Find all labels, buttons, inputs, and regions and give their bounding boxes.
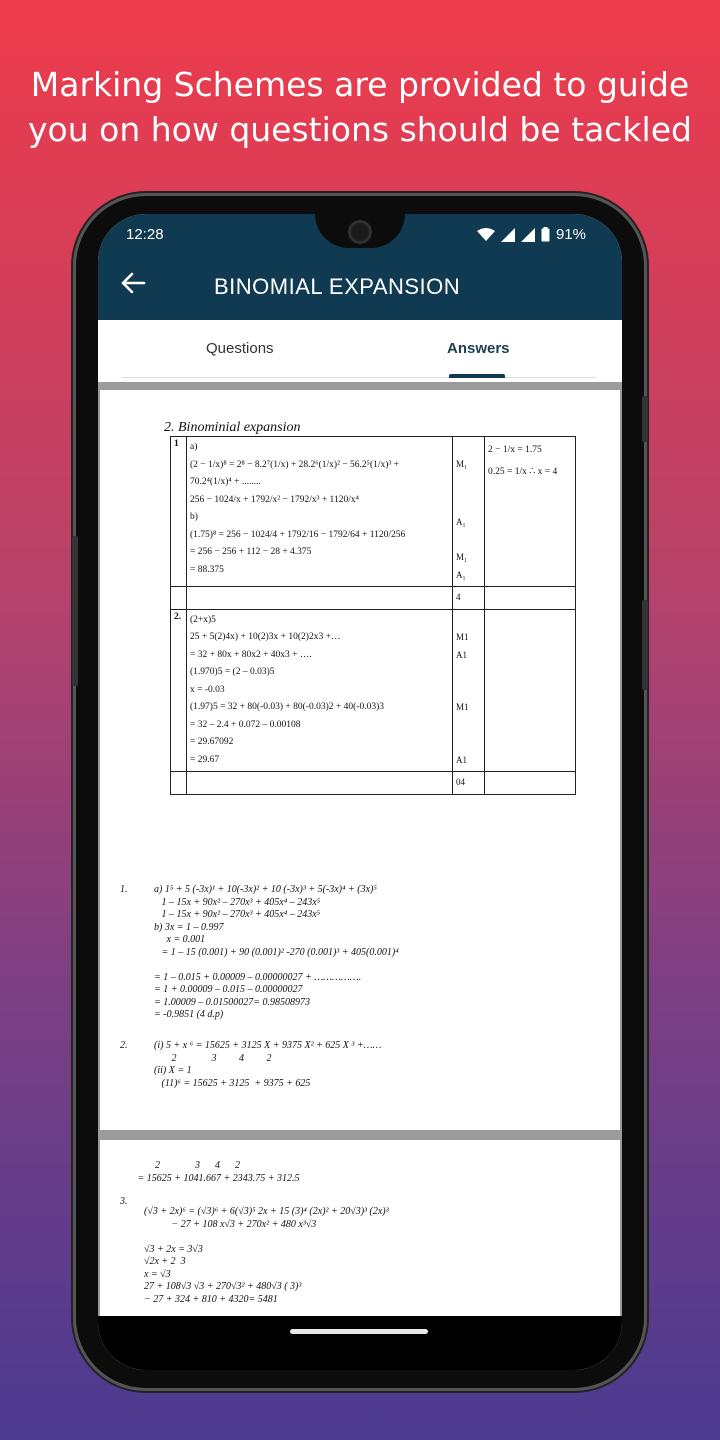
mark: A₁	[456, 569, 466, 580]
mark: A1	[456, 754, 467, 765]
hw-number: 1.	[120, 884, 128, 895]
wifi-icon	[477, 228, 495, 242]
tab-bar	[122, 320, 596, 378]
mark: M₁	[456, 459, 468, 469]
q2-line: (1.97)5 = 32 + 80(-0.03) + 80(-0.03)2 + 40(-0.03)3	[190, 702, 384, 712]
q1-line: (1.75)⁸ = 256 − 1024/4 + 1792/16 − 1792/64 + 1120/256	[190, 529, 406, 540]
tab-questions[interactable]: Questions	[206, 340, 274, 357]
back-arrow-icon[interactable]	[120, 270, 146, 296]
mark: A₁	[456, 516, 466, 527]
hw-number: 2.	[120, 1040, 128, 1051]
q2-working	[187, 609, 453, 772]
q2-line: (2+x)5	[190, 614, 216, 625]
nav-bar	[98, 1316, 622, 1370]
question-number: 2.	[171, 609, 187, 772]
q1-working	[187, 437, 453, 587]
q1-total: 4	[453, 587, 485, 610]
hw-solution-2: (i) 5 + x ⁶ = 15625 + 3125 X + 9375 X² + 625 X ³ +…… 2 3 4 2 (ii) X = 1 (11)⁶ = 15625 + 3125 + 9375 + 625	[154, 1040, 382, 1089]
phone-button-volume	[642, 600, 648, 690]
marking-scheme-table	[170, 436, 576, 795]
tab-answers[interactable]: Answers	[447, 340, 510, 357]
sheet-heading: 2. Binominial expansion	[164, 420, 301, 435]
front-camera	[348, 220, 372, 244]
pdf-page-1	[100, 390, 620, 1130]
q2-marks	[453, 609, 485, 772]
pdf-page-2	[100, 1140, 620, 1320]
q2-total: 04	[453, 772, 485, 795]
q2-line: = 29.67092	[190, 737, 234, 747]
mark: M1	[456, 702, 469, 712]
q2-line: x = -0.03	[190, 684, 225, 695]
signal-icon	[501, 228, 515, 242]
signal-icon-2	[521, 228, 535, 242]
tab-indicator	[449, 374, 505, 378]
q1-line: = 256 − 256 + 112 − 28 + 4.375	[190, 547, 312, 557]
table-row	[171, 437, 576, 587]
q2-line: 25 + 5(2)4x) + 10(2)3x + 10(2)2x3 +…	[190, 632, 341, 642]
phone-button-power	[642, 396, 648, 442]
pdf-viewer[interactable]	[98, 382, 622, 1370]
table-row	[171, 772, 576, 795]
q1-line: 256 − 1024/x + 1792/x² − 1792/x³ + 1120/x⁴	[190, 494, 359, 505]
q2-line: = 32 – 2.4 + 0.072 – 0.00108	[190, 719, 301, 730]
page-title: BINOMIAL EXPANSION	[214, 274, 461, 299]
q1-line: b)	[190, 512, 198, 522]
q1-marks	[453, 437, 485, 587]
status-time: 12:28	[126, 226, 164, 243]
q1-line: 70.2⁴(1/x)⁴ + ........	[190, 477, 261, 487]
q1-line: (2 − 1/x)⁸ = 2⁸ − 8.2⁷(1/x) + 28.2⁶(1/x)² − 56.2⁵(1/x)³ +	[190, 459, 400, 470]
promo-headline-line2: you on how questions should be tackled	[28, 110, 692, 149]
mark: A1	[456, 649, 467, 660]
q2-line: = 32 + 80x + 80x2 + 40x3 + ….	[190, 649, 312, 660]
q2-line: = 29.67	[190, 754, 220, 765]
q1-line: a)	[190, 442, 198, 452]
phone-button-left	[72, 536, 78, 686]
home-indicator[interactable]	[290, 1329, 428, 1334]
question-number: 1	[171, 437, 187, 587]
table-row	[171, 587, 576, 610]
status-icons	[477, 226, 586, 243]
promo-headline	[0, 62, 720, 152]
promo-headline-line1: Marking Schemes are provided to guide	[30, 65, 690, 104]
hw-number: 3.	[120, 1196, 128, 1207]
mark: M1	[456, 632, 469, 642]
battery-percent: 91%	[555, 226, 586, 243]
note: 2 − 1/x = 1.75	[488, 445, 542, 455]
hw-continuation: 2 3 4 2 = 15625 + 1041.667 + 2343.75 + 312.5	[137, 1160, 300, 1184]
q1-line: = 88.375	[190, 564, 224, 575]
note: 0.25 = 1/x ∴ x = 4	[488, 467, 558, 477]
q1-notes	[485, 437, 576, 587]
table-row	[171, 609, 576, 772]
q2-line: (1.970)5 = (2 – 0.03)5	[190, 667, 275, 677]
mark: M₁	[456, 552, 468, 562]
phone-screen	[98, 214, 622, 1370]
hw-solution-3: (√3 + 2x)⁶ = (√3)⁶ + 6(√3)⁵ 2x + 15 (3)⁴ (2x)² + 20√3)³ (2x)³ − 27 + 108 x√3 + 270x² + 480 x³√3 √3 + 2x = 3√3 √2x + 2 3 x = √3 27 + 108√3 √3 + 270√3² + 480√3 ( 3)³ − 27 + 324 + 810 + 4320= 5481	[144, 1206, 389, 1305]
hw-solution-1: a) 1⁵ + 5 (-3x)¹ + 10(-3x)² + 10 (-3x)³ + 5(-3x)⁴ + (3x)⁵ 1 – 15x + 90x² – 270x³ + 405x⁴ – 243x⁵ 1 – 15x + 90x² – 270x³ + 405x⁴ – 243x⁵ b) 3x = 1 – 0.997 x = 0.001 = 1 – 15 (0.001) + 90 (0.001)² -270 (0.001)³ + 405(0.001)⁴ = 1 – 0.015 + 0.00009 – 0.00000027 + ……………. = 1 + 0.00009 – 0.015 – 0.00000027 = 1.00009 – 0.01500027= 0.98508973 = -0.9851 (4 d.p)	[154, 884, 399, 1020]
battery-icon	[541, 227, 550, 242]
app-bar	[98, 252, 622, 320]
